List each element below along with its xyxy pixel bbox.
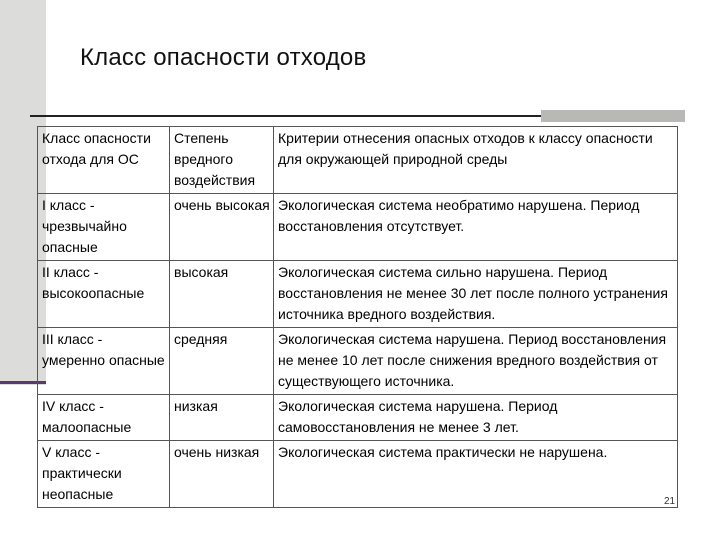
hazard-class-table (37, 126, 678, 508)
cell-class: I класс - чрезвычайно опасные (38, 194, 170, 261)
cell-criteria: Экологическая система нарушена. Период самовосстановления не менее 3 лет. (274, 395, 678, 441)
cell-criteria: Экологическая система нарушена. Период восстановления не менее 10 лет после снижения вредного воздействия от существующего источника. (274, 328, 678, 395)
table-row (38, 261, 678, 328)
table-row (38, 441, 678, 508)
header-criteria: Критерии отнесения опасных отходов к классу опасности для окружающей природной среды (274, 127, 678, 194)
cell-degree: очень высокая (170, 194, 274, 261)
cell-degree: высокая (170, 261, 274, 328)
cell-degree: средняя (170, 328, 274, 395)
cell-class: II класс - высокоопасные (38, 261, 170, 328)
cell-degree: очень низкая (170, 441, 274, 508)
cell-class: V класс - практически неопасные (38, 441, 170, 508)
page-title: Класс опасности отходов (80, 44, 367, 71)
cell-criteria: Экологическая система необратимо нарушена. Период восстановления отсутствует. (274, 194, 678, 261)
header-degree: Степень вредного воздействия (170, 127, 274, 194)
header-class: Класс опасности отхода для ОС (38, 127, 170, 194)
divider-accent-block (541, 110, 685, 122)
cell-criteria: Экологическая система сильно нарушена. Период восстановления не менее 30 лет после полного устранения источника вредного воздействия. (274, 261, 678, 328)
cell-class: III класс - умеренно опасные (38, 328, 170, 395)
table-row (38, 395, 678, 441)
cell-class: IV класс - малоопасные (38, 395, 170, 441)
cell-criteria: Экологическая система практически не нарушена. (274, 441, 678, 508)
page-number: 21 (664, 496, 676, 507)
table-header-row (38, 127, 678, 194)
table-row (38, 194, 678, 261)
table-row (38, 328, 678, 395)
cell-degree: низкая (170, 395, 274, 441)
